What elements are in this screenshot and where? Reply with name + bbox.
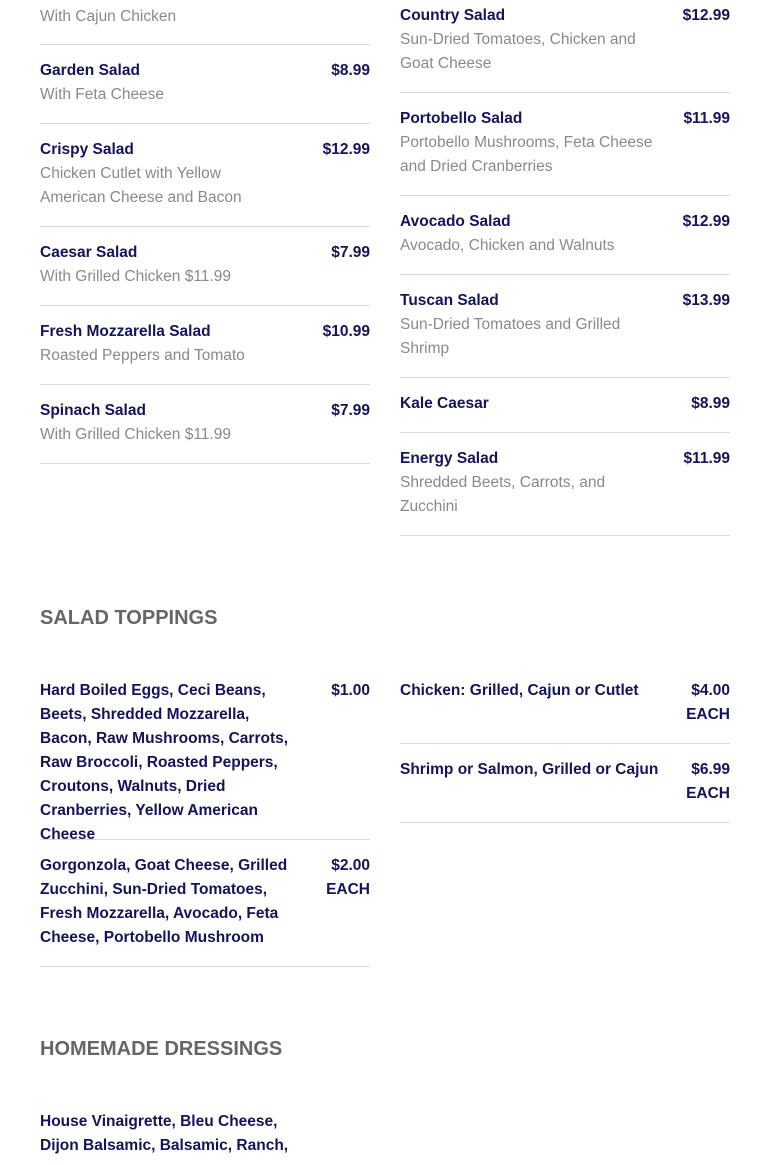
item-name: Avocado Salad — [400, 213, 511, 230]
topping-price: $6.99 EACH — [686, 761, 730, 802]
topping-name: Shrimp or Salmon, Grilled or Cajun — [400, 761, 659, 778]
section-title-dressings: HOMEMADE DRESSINGS — [40, 1038, 283, 1060]
item-price: $7.99 — [331, 402, 370, 419]
topping-price: $4.00 EACH — [686, 682, 730, 723]
topping-item — [40, 839, 370, 967]
item-price: $11.99 — [683, 110, 730, 127]
item-name: Portobello Salad — [400, 110, 523, 127]
section-title-toppings: SALAD TOPPINGS — [40, 607, 218, 629]
item-price: $10.99 — [322, 323, 370, 340]
item-price: $12.99 — [322, 141, 370, 158]
item-description: With Grilled Chicken $11.99 — [40, 268, 231, 285]
item-name: Country Salad — [400, 7, 506, 24]
item-price: $13.99 — [682, 292, 730, 309]
menu-item — [40, 123, 370, 227]
item-description: Sun-Dried Tomatoes, Chicken and Goat Cheese — [400, 31, 636, 72]
item-description: Chicken Cutlet with Yellow American Cheese and Bacon — [40, 165, 242, 206]
item-price: $11.99 — [683, 450, 730, 467]
topping-price: $1.00 — [331, 682, 370, 699]
item-description: With Cajun Chicken — [40, 8, 177, 25]
menu-item — [400, 274, 730, 378]
topping-name: Chicken: Grilled, Cajun or Cutlet — [400, 682, 639, 699]
item-name: Spinach Salad — [40, 402, 146, 419]
item-name: Crispy Salad — [40, 141, 134, 158]
item-price: $12.99 — [682, 213, 730, 230]
item-price: $8.99 — [691, 395, 730, 412]
topping-item — [40, 664, 370, 843]
menu-item — [40, 305, 370, 385]
menu-item — [400, 0, 730, 93]
item-name: Kale Caesar — [400, 395, 489, 412]
menu-item — [400, 432, 730, 536]
topping-price: $2.00 EACH — [326, 857, 370, 898]
item-description: Sun-Dried Tomatoes and Grilled Shrimp — [400, 316, 621, 357]
menu-item — [400, 195, 730, 275]
item-description: Portobello Mushrooms, Feta Cheese and Dried Cranberries — [400, 134, 653, 175]
menu-item — [40, 0, 370, 45]
item-description: With Feta Cheese — [40, 86, 165, 103]
item-price: $12.99 — [682, 7, 730, 24]
item-description: Shredded Beets, Carrots, and Zucchini — [400, 474, 606, 515]
item-description: With Grilled Chicken $11.99 — [40, 426, 231, 443]
item-description: Avocado, Chicken and Walnuts — [400, 237, 615, 254]
topping-item — [400, 743, 730, 823]
item-price: $7.99 — [331, 244, 370, 261]
menu-item — [400, 377, 730, 433]
menu-item — [40, 384, 370, 464]
item-price: $8.99 — [331, 62, 370, 79]
item-name: Energy Salad — [400, 450, 499, 467]
topping-name: Hard Boiled Eggs, Ceci Beans, Beets, Shredded Mozzarella, Bacon, Raw Mushrooms, Carrots, Raw Broccoli, Roasted Peppers, Croutons, Walnuts, Dried Cranberries, Yellow American Cheese — [40, 682, 289, 843]
topping-name: Gorgonzola, Goat Cheese, Grilled Zucchini, Sun-Dried Tomatoes, Fresh Mozzarella, Avocado, Feta Cheese, Portobello Mushroom — [40, 857, 288, 946]
dressing-name: House Vinaigrette, Bleu Cheese, Dijon Balsamic, Balsamic, Ranch, — [40, 1113, 289, 1154]
menu-item — [40, 44, 370, 124]
item-name: Tuscan Salad — [400, 292, 499, 309]
menu-item — [400, 92, 730, 196]
dressing-item — [40, 1095, 370, 1165]
topping-item — [400, 664, 730, 744]
item-description: Roasted Peppers and Tomato — [40, 347, 245, 364]
item-name: Caesar Salad — [40, 244, 138, 261]
item-name: Fresh Mozzarella Salad — [40, 323, 211, 340]
item-name: Garden Salad — [40, 62, 140, 79]
menu-item — [40, 226, 370, 306]
